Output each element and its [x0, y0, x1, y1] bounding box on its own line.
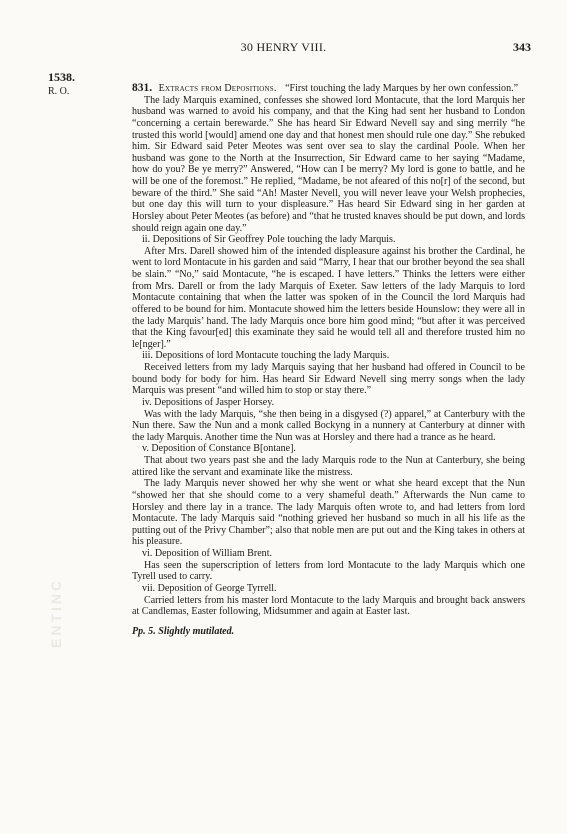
paragraph: Was with the lady Marquis, “she then being in a disgysed (?) apparel,” at Canterbury with the Nun there. Saw the Nun and a monk called Bockyng in a nunnery at Canterbury at dinner with the lady Marquis. Another time the Nun was at Horsley and there had a trance as he heard.: [132, 408, 525, 443]
section-heading: iv. Depositions of Jasper Horsey.: [142, 396, 275, 408]
section-heading: ii. Depositions of Sir Geoffrey Pole touching the lady Marquis.: [142, 234, 396, 246]
entry-number: 831.: [132, 82, 153, 94]
running-head: [0, 40, 567, 56]
paragraph: Has seen the superscription of letters from lord Montacute to the lady Marquis which one Tyrell used to carry.: [132, 559, 525, 583]
paragraph: After Mrs. Darell showed him of the intended displeasure against his brother the Cardinal, he went to lord Montacute in his garden and said “Marry, I hear that our brother beyond the sea shall be slain.” “No,” said Montacute, “he is escaped. I have letters.” Thinks the letters were either from Mrs. Darell or from the lady Marquis of Exeter. Saw letters of the lady Marquis to lord Montacute containing that when the latter was spoken of in the Council the lord Marquis had offered to be bound for him. Montacute showed him the letters beside Hounslow: they were all in the lady Marquis’ hand. The lady Marquis once bore him good mind; “but after it was perceived that the King favour[ed] this examinate they said he would tell all and therefore trusted him no le[nger].”: [132, 245, 525, 350]
entry-title: Extracts from Depositions.: [158, 83, 277, 94]
section-heading: iii. Depositions of lord Montacute touching the lady Marquis.: [142, 350, 390, 362]
entry-heading: [132, 83, 525, 95]
paragraph: The lady Marquis never showed her why she went or what she heard except that the Nun “showed her that she should come to a very shameful death.” Afterwards the Nun came to Horsley and there lay in a trance. The lady Marquis often wrote to, and had letters from lord Montacute. The lady Marquis said “nothing grieved her husband so much in all his life as the putting out of the Privy Chamber”; also that noble men are put out and the King takes in others at his pleasure.: [132, 478, 525, 548]
section-heading: v. Deposition of Constance B[ontane].: [142, 443, 296, 455]
watermark-stamp: ENTINC: [48, 577, 64, 648]
margin-source: R. O.: [48, 86, 70, 97]
footnote: Pp. 5. Slightly mutilated.: [132, 625, 235, 637]
page-number: 343: [513, 40, 531, 54]
paragraph: The lady Marquis examined, confesses she showed lord Montacute, that the lord Marquis her husband was warned to avoid his company, and that the King had sent her husband to London “concerning a certain berewarde.” She has heard Sir Edward Nevell say and sing merrily “he trusted this world [would] amend one day and that honest men should rule one day.” She rebuked him. Sir Edward said Peter Meotes was sent over sea to slay the cardinal Poole. When her husband was gone to the North at the Insurrection, Sir Edward came to her saying “Madame, how do you? Be ye merry?” Answered, “How can I be merry? My lord is gone to battle, and he will be one of the foremost.” He replied, “Madame, be not afeared of this no[r] of the second, but beware of the third.” She said “Ah! Master Nevell, you will never leave your Welsh prophecies, but one day this will turn to your displeasure.” Has heard Sir Edward sing in her garden at Horsley about Peter Meotes (as before) and “that he trusted knaves should be put down, and lords should reign again one day.”: [132, 94, 525, 234]
paragraph: That about two years past she and the lady Marquis rode to the Nun at Canterbury, she being attired like the servant and examinate like the mistress.: [132, 455, 525, 478]
paragraph-list: [132, 95, 525, 638]
running-head-title: 30 HENRY VIII.: [240, 40, 327, 54]
section-heading: vii. Deposition of George Tyrrell.: [142, 582, 277, 594]
paragraph: Carried letters from his master lord Montacute to the lady Marquis and brought back answers at Candlemas, Easter following, Midsummer and again at Easter last.: [132, 594, 525, 618]
margin-year: 1538.: [48, 70, 75, 84]
entry-body: [132, 83, 525, 637]
section-heading: vi. Deposition of William Brent.: [142, 548, 273, 559]
paragraph: Received letters from my lady Marquis saying that her husband had offered in Council to be bound body for body for him. Has heard Sir Edward Nevell sing merry songs when the lady Marquis was present “and willed him to stop or stay there.”: [132, 362, 525, 397]
entry-intro: “First touching the lady Marques by her own confession.”: [285, 83, 519, 94]
